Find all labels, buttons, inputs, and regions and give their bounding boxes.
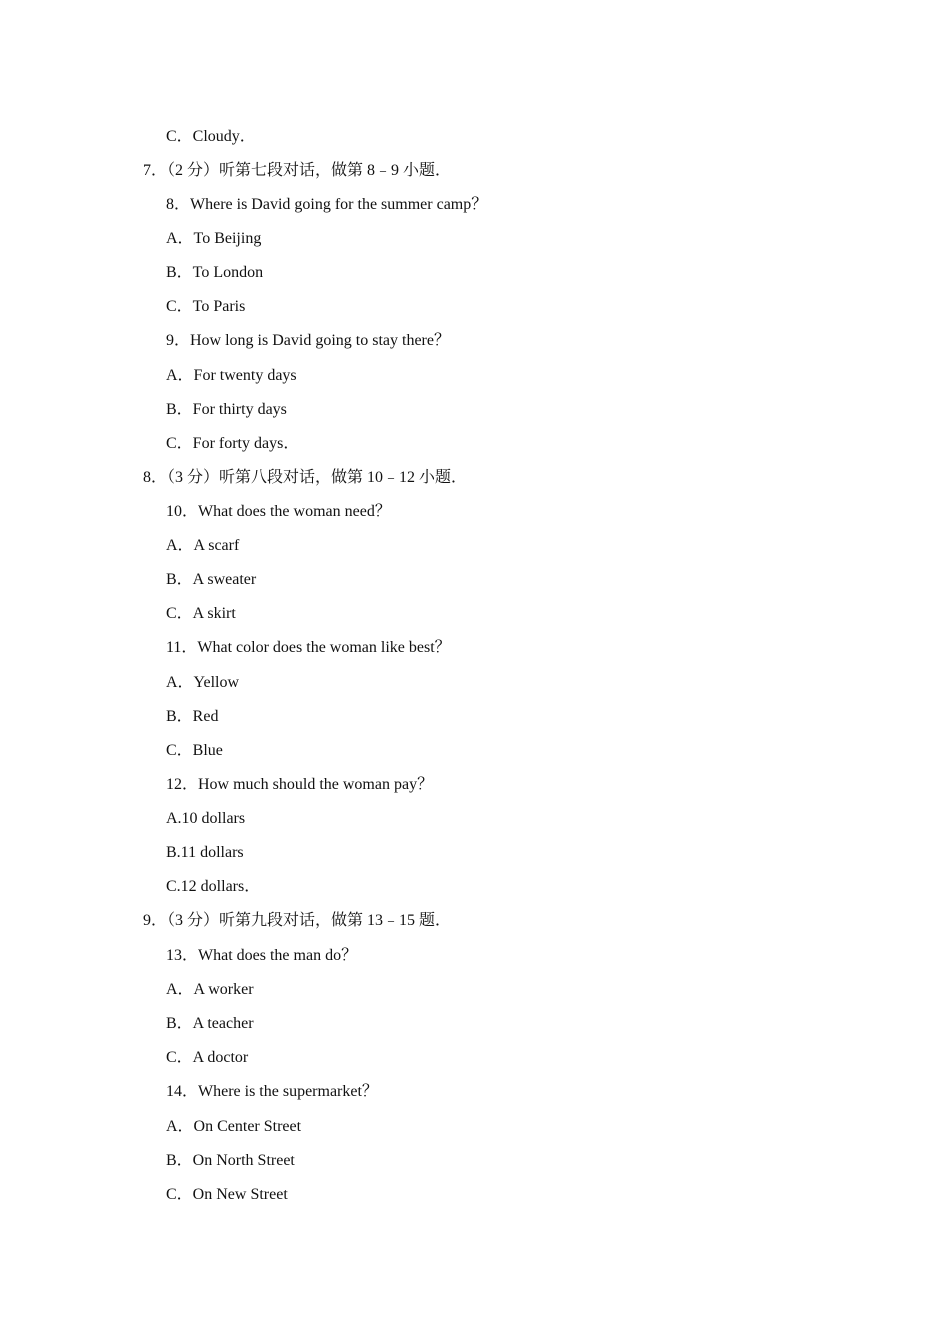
option-c-cloudy: C．Cloudy． [166, 128, 256, 145]
question-12-option-c: C.12 dollars． [166, 878, 261, 895]
question-8-option-b: B．To London [166, 264, 264, 281]
question-9: 9．How long is David going to stay there？ [166, 332, 450, 349]
question-11-option-b: B．Red [166, 708, 219, 725]
question-14-option-c: C．On New Street [166, 1186, 288, 1203]
question-14: 14．Where is the supermarket？ [166, 1083, 378, 1100]
question-12-option-a: A.10 dollars [166, 810, 246, 827]
question-14-option-b: B．On North Street [166, 1152, 295, 1169]
question-13: 13．What does the man do？ [166, 947, 358, 964]
question-10-option-c: C．A skirt [166, 605, 236, 622]
question-13-option-c: C．A doctor [166, 1049, 249, 1066]
question-10: 10．What does the woman need？ [166, 503, 391, 520]
question-14-option-a: A．On Center Street [166, 1118, 302, 1135]
question-12-option-b: B.11 dollars [166, 844, 244, 861]
question-12: 12．How much should the woman pay？ [166, 776, 434, 793]
section-9-heading: 9．（3 分）听第九段对话，做第 13﹣15 题． [143, 912, 452, 929]
section-7-heading: 7．（2 分）听第七段对话，做第 8﹣9 小题． [143, 162, 452, 179]
question-13-option-a: A．A worker [166, 981, 254, 998]
question-8-option-c: C．To Paris [166, 298, 246, 315]
question-9-option-b: B．For thirty days [166, 401, 287, 418]
question-8: 8．Where is David going for the summer camp？ [166, 196, 488, 213]
question-10-option-b: B．A sweater [166, 571, 257, 588]
question-9-option-c: C．For forty days． [166, 435, 300, 452]
section-8-heading: 8．（3 分）听第八段对话，做第 10﹣12 小题． [143, 469, 468, 486]
question-8-option-a: A．To Beijing [166, 230, 262, 247]
question-11-option-a: A．Yellow [166, 674, 240, 691]
question-10-option-a: A．A scarf [166, 537, 240, 554]
question-13-option-b: B．A teacher [166, 1015, 254, 1032]
question-11: 11．What color does the woman like best？ [166, 639, 451, 656]
question-9-option-a: A．For twenty days [166, 367, 297, 384]
question-11-option-c: C．Blue [166, 742, 223, 759]
